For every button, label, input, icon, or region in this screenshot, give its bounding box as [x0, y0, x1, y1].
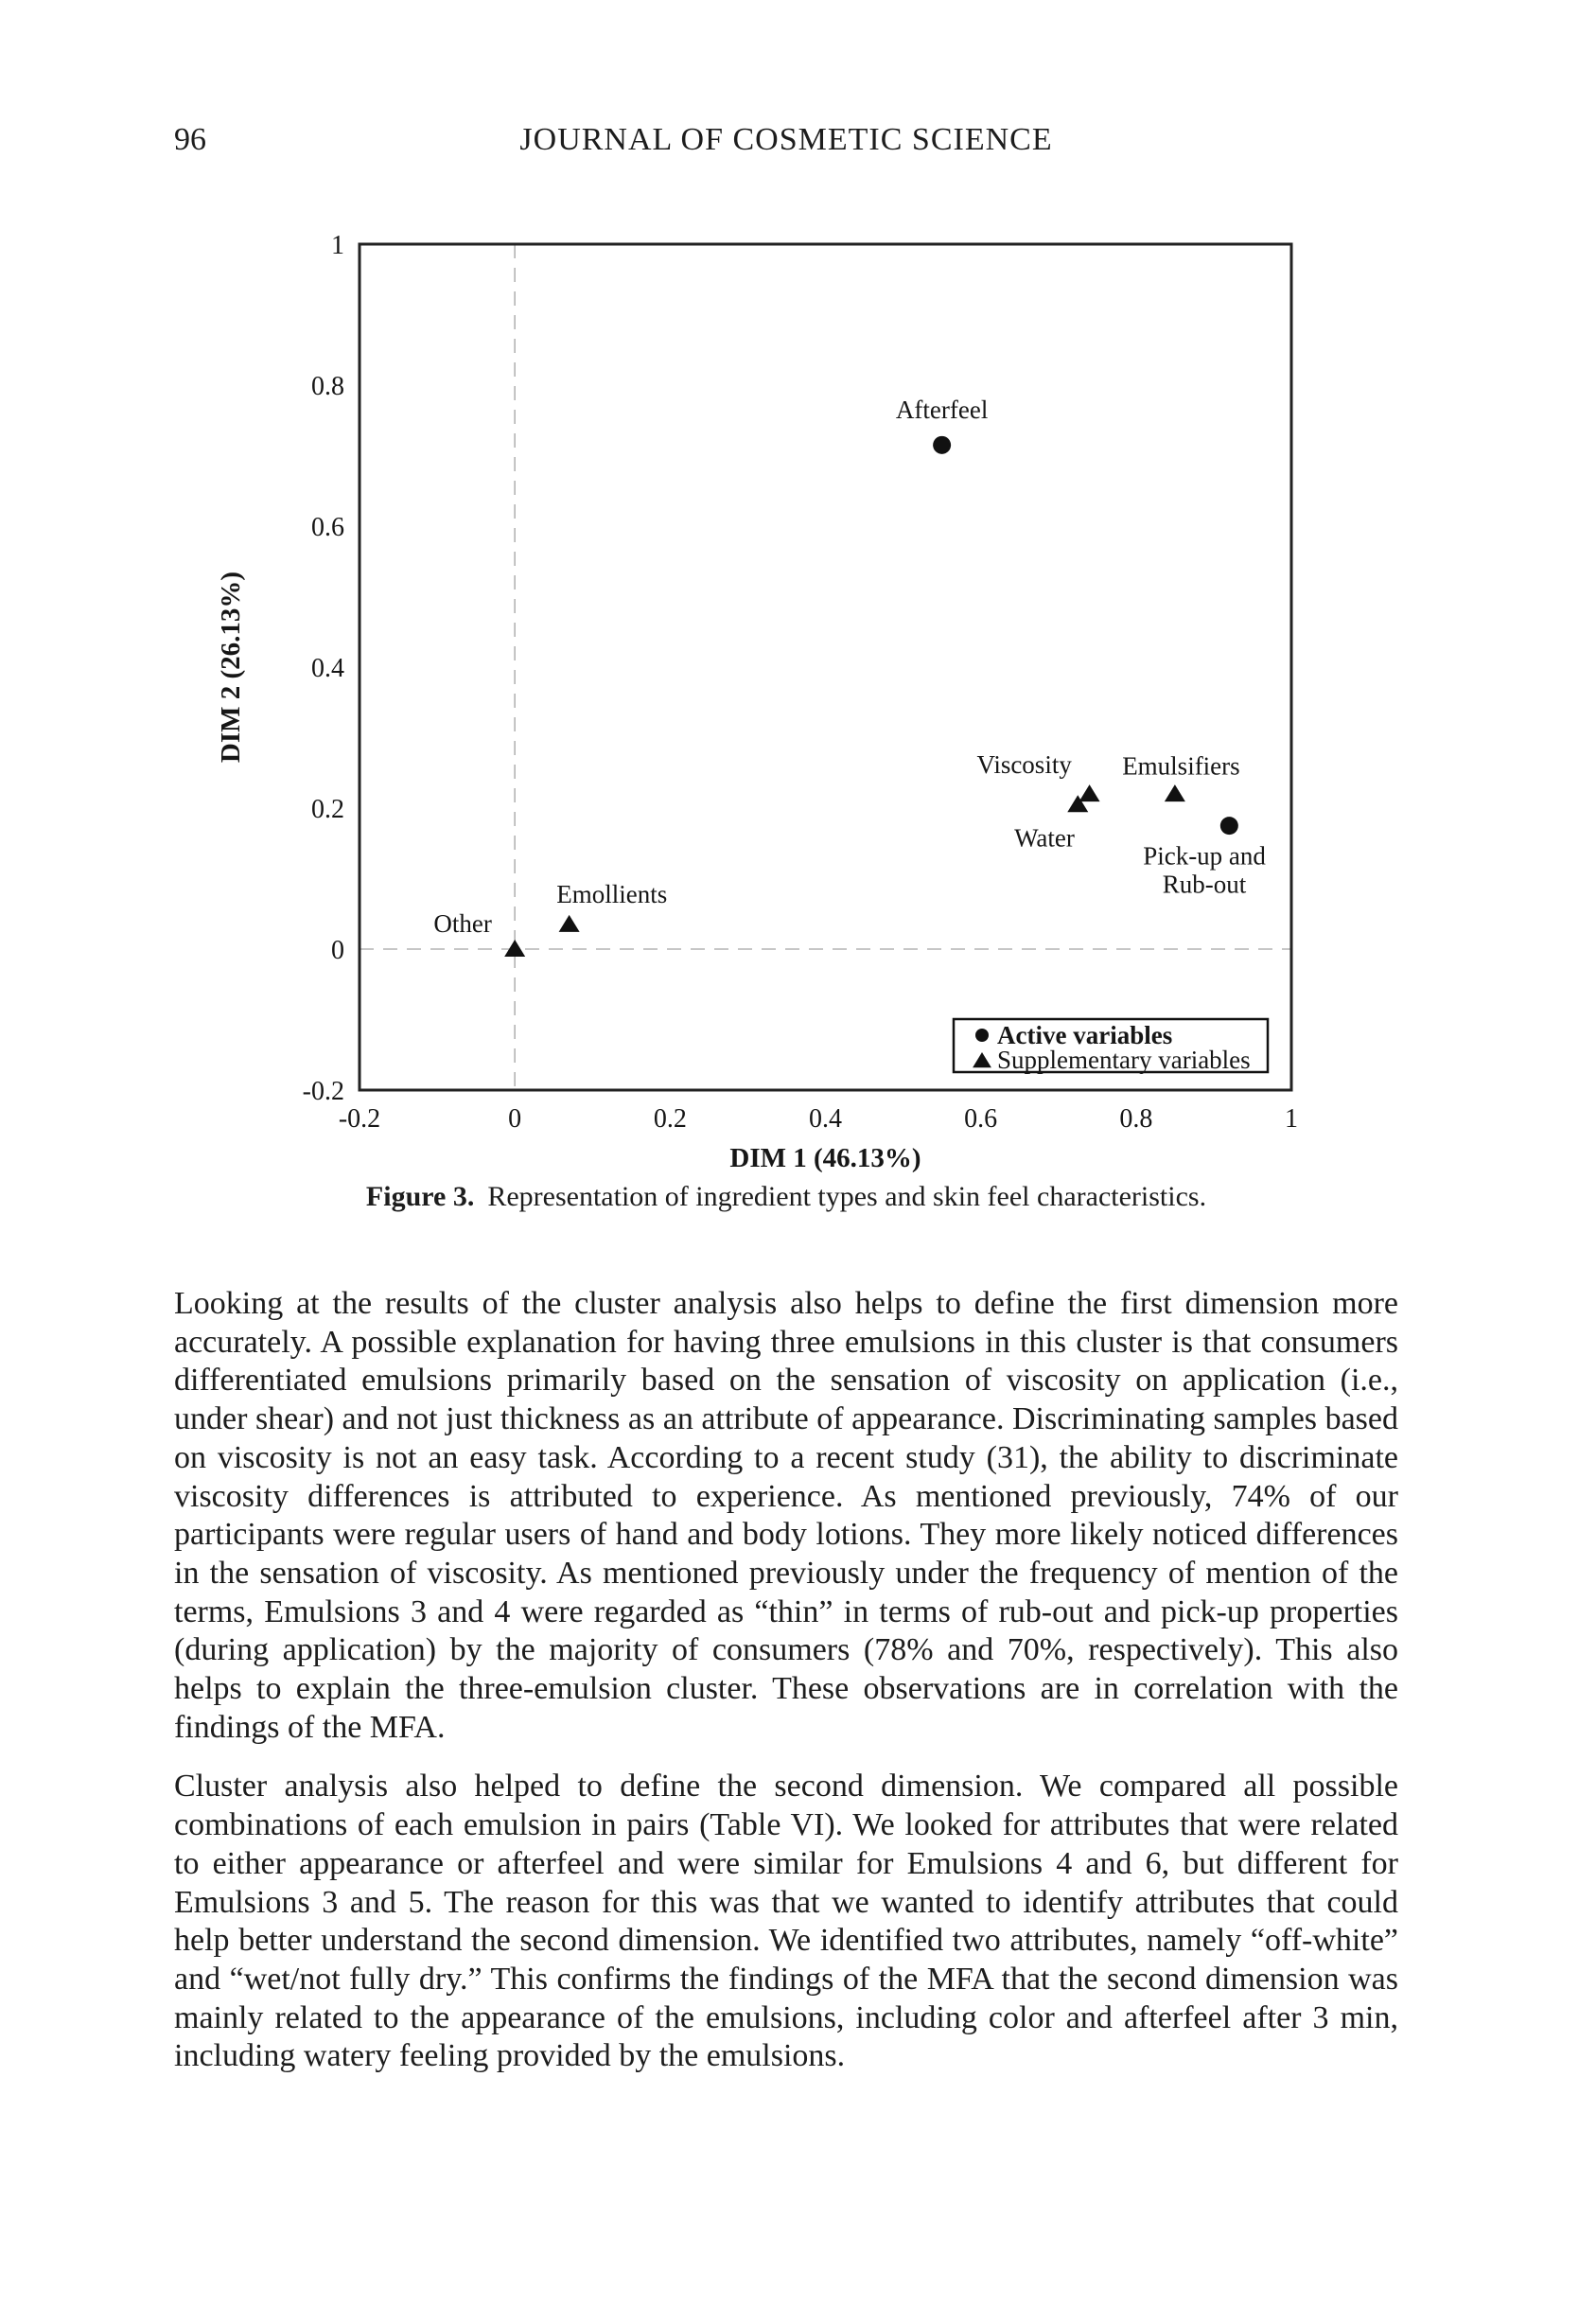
x-tick-label: 0.2	[653, 1104, 687, 1134]
legend-label: Supplementary variables	[997, 1046, 1251, 1074]
x-tick-label: -0.2	[338, 1104, 381, 1134]
data-point-label: Emollients	[556, 879, 668, 908]
page-number: 96	[174, 122, 206, 157]
data-point-label: Viscosity	[976, 749, 1072, 779]
data-point	[559, 915, 580, 932]
data-point-label: Rub-out	[1162, 870, 1247, 899]
figure-caption-text: Representation of ingredient types and skin feel characteristics.	[487, 1181, 1207, 1212]
y-tick-label: -0.2	[302, 1077, 344, 1106]
data-point	[504, 940, 525, 957]
x-axis-title: DIM 1 (46.13%)	[729, 1143, 921, 1173]
plot-border	[360, 244, 1291, 1090]
x-tick-label: 0.4	[809, 1104, 842, 1134]
y-tick-label: 1	[331, 231, 344, 260]
body-text	[174, 1285, 1398, 2076]
x-tick-label: 0.6	[964, 1104, 998, 1134]
body-paragraph: Cluster analysis also helped to define the second dimension. We compared all possible combinations of each emulsion in pairs (Table VI). We looked for attributes that were related to either appearance or afterfeel and were similar for Emulsions 4 and 6, but different for Emulsions 3 and 5. The reason for this was that we wanted to identify attributes that could help better understand the second dimension. We identified two attributes, namely “off-white” and “wet/not fully dry.” This confirms the findings of the MFA that the second dimension was mainly related to the appearance of the emulsions, including color and afterfeel after 3 min, including watery feeling provided by the emulsions.	[174, 1769, 1398, 2074]
legend-label: Active variables	[997, 1021, 1173, 1049]
x-tick-label: 0.8	[1119, 1104, 1153, 1134]
data-point-label: Afterfeel	[895, 396, 989, 425]
data-point	[1165, 784, 1185, 801]
data-point-label: Water	[1014, 823, 1075, 853]
y-tick-label: 0.6	[311, 513, 344, 542]
figure-caption-label: Figure 3.	[365, 1181, 475, 1212]
data-point-label: Other	[433, 909, 492, 939]
legend-marker-circle	[975, 1029, 989, 1042]
figure-caption	[174, 1180, 1398, 1214]
data-point-label: Emulsifiers	[1122, 751, 1240, 781]
data-point	[933, 436, 951, 454]
body-paragraph: Looking at the results of the cluster analysis also helps to define the first dimension more accurately. A possible explanation for having three emulsions in this cluster is that consumers differentiated emulsions primarily based on the sensation of viscosity on application (i.e., under shear) and not just thickness as an attribute of appearance. Discriminating samples based on viscosity is not an easy task. According to a recent study (31), the ability to discriminate viscosity differences is attributed to experience. As mentioned previously, 74% of our participants were regular users of hand and body lotions. They more likely noticed differences in the sensation of viscosity. As mentioned previously under the frequency of mention of the terms, Emulsions 3 and 4 were regarded as “thin” in terms of rub-out and pick-up properties (during application) by the majority of consumers (78% and 70%, respectively). This also helps to explain the three-emulsion cluster. These observations are in correlation with the findings of the MFA.	[174, 1286, 1398, 1745]
y-tick-label: 0.8	[311, 372, 344, 401]
journal-title: JOURNAL OF COSMETIC SCIENCE	[519, 122, 1053, 157]
x-tick-label: 1	[1285, 1104, 1298, 1134]
y-axis-title: DIM 2 (26.13%)	[216, 571, 246, 764]
x-tick-label: 0	[508, 1104, 522, 1134]
data-point	[1079, 784, 1100, 801]
y-tick-label: 0	[331, 936, 344, 965]
y-tick-label: 0.4	[311, 654, 344, 683]
data-point	[1220, 817, 1238, 835]
y-tick-label: 0.2	[311, 795, 344, 824]
data-point-label: Pick-up and	[1143, 841, 1266, 871]
